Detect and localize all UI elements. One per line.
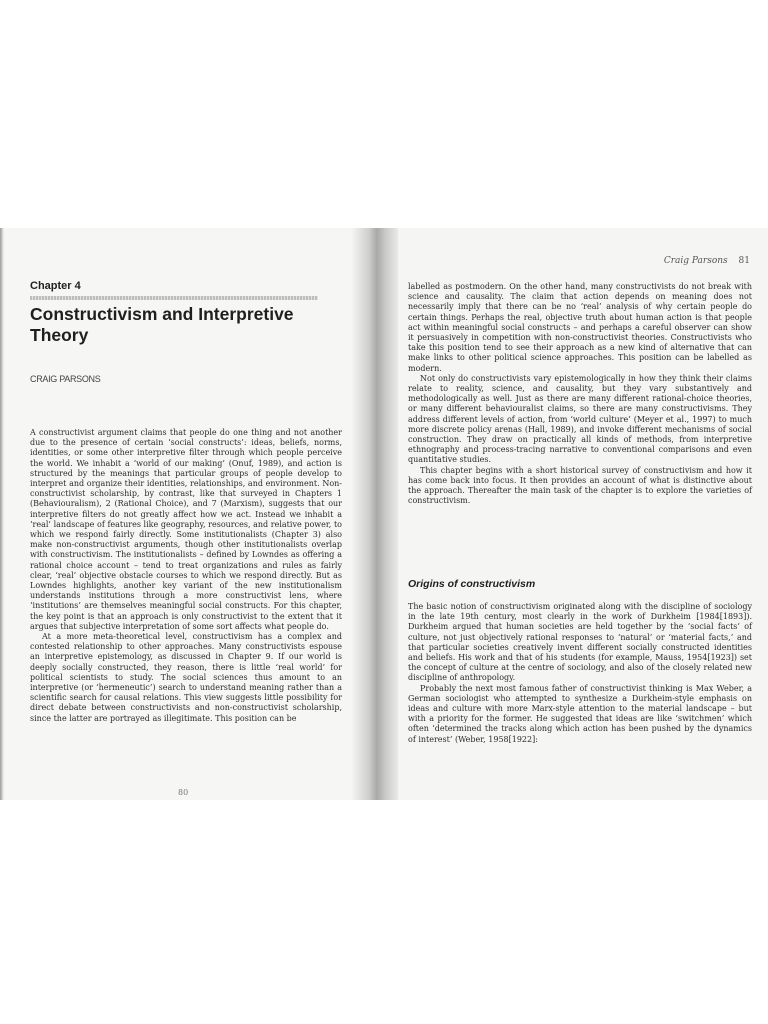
paragraph: The basic notion of constructivism originated along with the discipline of sociology in the late 19th century, most clearly in the work of Durkheim [1984[1893]). Durkheim argued that human societies are held together by the ‘social facts’ of culture, not just objectively rational responses to ‘natural’ or ‘material facts,’ and that particular societies creatively invent different socially constructed identities and beliefs. His work and that of his students (for example, Mauss, 1954[1923]) set the concept of culture at the centre of sociology, and also of the closely related new discipline of anthropology. <box>408 602 752 683</box>
paragraph: Probably the next most famous father of constructivist thinking is Max Weber, a German sociologist who attempted to synthesize a Durkheim-style emphasis on ideas and culture with more Marx-style attention to the material landscape – but with a priority for the former. He suggested that ideas are like ‘switchmen’ which often ‘determined the tracks along which action has been pushed by the dynamics of interest’ (Weber, 1958[1922]: <box>408 683 752 744</box>
paragraph: At a more meta-theoretical level, constructivism has a complex and contested relationship to other approaches. Many constructivists espouse an interpretive epistemology, as discussed in Chapter 9. If our world is deeply socially constructed, they reason, there is little ‘real world’ for political scientists to study. The social sciences thus amount to an interpretive (or ‘hermeneutic’) search to understand meaning rather than a scientific search for causal relations. This view suggests little possibility for direct debate between constructivists and non-constructivist scholarship, since the latter are portrayed as illegitimate. This position can be <box>30 632 342 723</box>
running-head <box>664 256 750 266</box>
paragraph: This chapter begins with a short historical survey of constructivism and how it has come back into focus. It then provides an account of what is distinctive about the approach. Thereafter the main task of the chapter is to explore the varieties of constructivism. <box>408 465 752 506</box>
running-head-author: Craig Parsons <box>663 256 728 266</box>
left-page <box>0 228 370 800</box>
section-heading: Origins of constructivism <box>408 578 536 590</box>
page-number-left: 80 <box>178 788 189 797</box>
left-body-text <box>30 428 342 724</box>
book-spread <box>0 228 768 800</box>
chapter-rule <box>30 296 318 300</box>
chapter-title: Constructivism and Interpretive Theory <box>30 304 294 345</box>
chapter-author: CRAIG PARSONS <box>30 374 101 384</box>
right-body-text-top <box>408 282 752 506</box>
page-edge-shadow <box>0 228 4 800</box>
book-gutter <box>352 228 400 800</box>
right-page <box>398 228 768 800</box>
page-number-right: 81 <box>738 256 750 266</box>
chapter-label: Chapter 4 <box>30 280 81 292</box>
paragraph: A constructivist argument claims that people do one thing and not another due to the presence of certain ‘social constructs’: ideas, beliefs, norms, identities, or some other interpretive filter through which people perceive the world. We inhabit a ‘world of our making’ (Onuf, 1989), and action is structured by the meanings that particular groups of people develop to interpret and organize their identities, relationships, and environment. Non-constructivist scholarship, by contrast, like that surveyed in Chapters 1 (Behaviouralism), 2 (Rational Choice), and 7 (Marxism), suggests that our interpretive filters do not greatly affect how we act. Instead we inhabit a ‘real’ landscape of features like geography, resources, and relative power, to which we respond fairly directly. Some institutionalists (Chapter 3) also make non-constructivist arguments, though other institutionalists overlap with constructivism. The institutionalists – defined by Lowndes as offering a rational choice account – tend to treat organizations and rules as fairly clear, ‘real’ objective obstacle courses to which we respond directly. But as Lowndes highlights, another key variant of the new institutionalism understands institutions through a more constructivist lens, where ‘institutions’ are themselves meaningful social constructs. For this chapter, the key point is that an approach is only constructivist to the extent that it argues that subjective interpretation of some sort affects what people do. <box>30 428 342 631</box>
right-body-text-bottom <box>408 602 752 745</box>
paragraph: labelled as postmodern. On the other hand, many constructivists do not break with science and causality. The claim that action depends on meaning does not necessarily imply that there can be no ‘real’ analysis of why certain people do certain things. Perhaps the real, objective truth about human action is that people act within meaningful social constructs – and perhaps a careful observer can show it persuasively in competition with non-constructivist theories. Constructivists who take this position tend to see their approach as a new kind of alternative that can make links to other political science approaches. This position can be labelled as modern. <box>408 282 752 373</box>
paragraph: Not only do constructivists vary epistemologically in how they think their claims relate to reality, science, and causality, but they vary substantively and methodologically as well. Just as there are many different rational-choice theories, or many different behaviouralist claims, so there are many constructivisms. They address different levels of action, from ‘world culture’ (Meyer et al., 1997) to much more discrete policy arenas (Hall, 1989), and invoke different mechanisms of social construction. They draw on practically all kinds of methods, from interpretive ethnography and process-tracing narrative to conventional comparisons and even quantitative studies. <box>408 373 752 465</box>
